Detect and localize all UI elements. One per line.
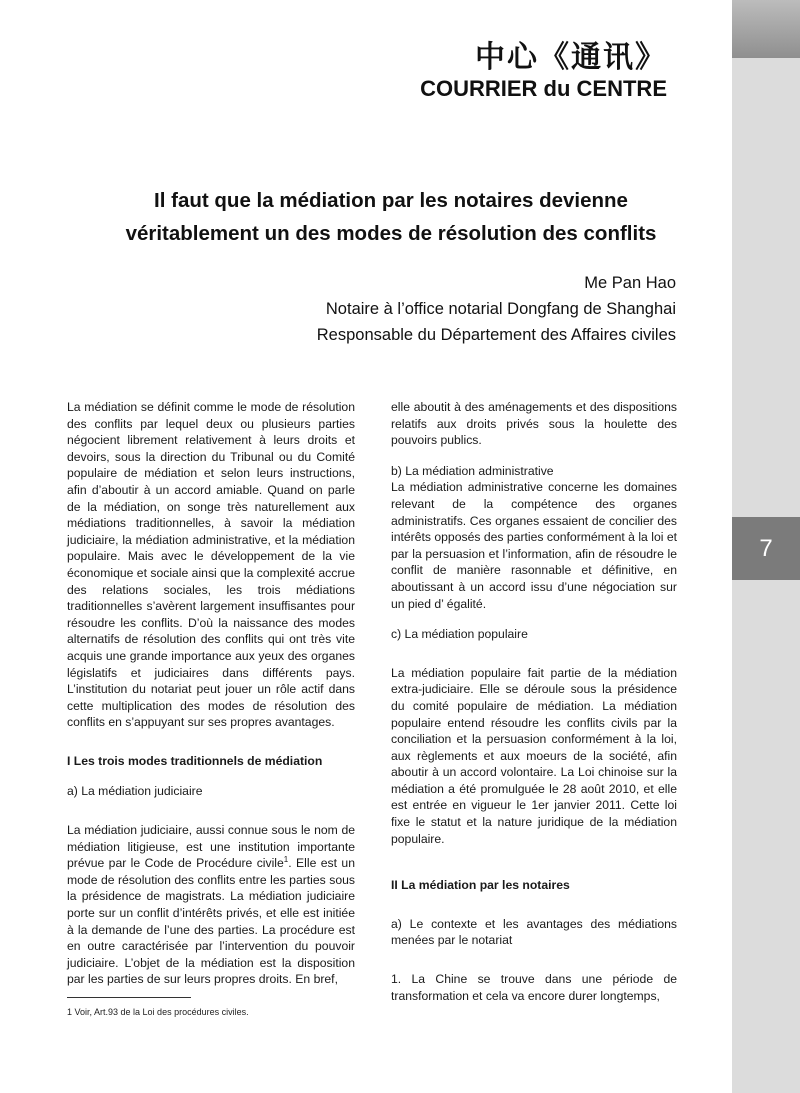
administrative-paragraph: La médiation administrative concerne les domaines relevant de la compétence des organes administratifs. Ces organes essaient de concilier des intérêts opposés des parties conformément à la loi et par la persuasion et l’information, afin de résoudre le conflit de manière rasonnable et définitive, en aboutissant à un accord issu d’une négociation sur un pied d’ égalité. (391, 480, 677, 611)
subsection-2a-heading: a) Le contexte et les avantages des médiations menées par le notariat (391, 916, 677, 948)
french-title: COURRIER du CENTRE (420, 76, 667, 101)
judicial-paragraph (67, 822, 355, 988)
footnote: 1 Voir, Art.93 de la Loi des procédures civiles. (67, 1007, 249, 1017)
popular-paragraph: La médiation populaire fait partie de la médiation extra-judiciaire. Elle se déroule sous la présidence du comité populaire de médiation. La médiation populaire entend résoudre les conflits civils par la conciliation et la persuasion conformément à la loi, aux règlements et aux moeurs de la société, afin aboutir à un accord volontaire. La Loi chinoise sur la médiation a été promulguée le 28 août 2010, et elle est entrée en vigueur le 1er janvier 2011. Cette loi fixe le statut et la nature juridique de la médiation populaire. (391, 665, 677, 846)
footnote-reference: 1 (283, 855, 289, 865)
intro-paragraph: La médiation se définit comme le mode de résolution des conflits par lequel deux ou plusieurs parties négocient librement relativement à leurs droits et devoirs, sous la direction du Tribunal ou du Comité populaire de médiation et selon leurs instructions, afin d’aboutir à un accord amiable. Quand on parle de la médiation, on songe très naturellement aux médiations traditionnelles, à savoir la médiation judiciaire, la médiation administrative, et la médiation populaire. Mais avec le développement de la vie économique et sociale ainsi que la complexité accrue des relations sociales, les trois médiations traditionnelles s’avèrent largement insuffisantes pour résoudre les conflits. D’où la naissance des modes alternatifs de résolution des conflits qui ont très vite acquis une grande importance aux yeux des organes législatifs et judiciaires dans différents pays. L’institution du notariat peut jouer un rôle actif dans cette multiplication des modes de résolution des conflits en s’appuyant sur ses propres avantages. (67, 400, 355, 730)
subsection-a-heading: a) La médiation judiciaire (67, 784, 203, 799)
article-title-line: Il faut que la médiation par les notaires devienne (154, 189, 628, 212)
section-1-heading: I Les trois modes traditionnels de médiation (67, 753, 323, 768)
article-title-line: véritablement un des modes de résolution des conflits (125, 222, 657, 245)
section-2-heading: II La médiation par les notaires (391, 878, 570, 893)
page-number-box (732, 517, 800, 580)
left-column (67, 399, 355, 988)
subsection-c-heading: c) La médiation populaire (391, 627, 528, 642)
side-tab-cap (732, 0, 800, 58)
subsection-b-heading: b) La médiation administrative (391, 463, 554, 478)
judicial-text-part2: . Elle est un mode de résolution des conflits entre les parties sous la présidence de magistrats. La médiation judiciaire porte sur un conflit d’intérêts privés, et elle est initiée à la demande de l’une des parties. La procédure est en outre caractérisée par l’intervention du pouvoir judiciaire. L’objet de la médiation est la disposition par les parties de sur leurs propres droits. En bref, (67, 856, 355, 987)
author-department: Responsable du Département des Affaires civiles (316, 326, 676, 344)
chinese-title: 中心《通讯》 (475, 40, 667, 75)
publication-header (420, 40, 667, 102)
author-role: Notaire à l’office notarial Dongfang de Shanghai (325, 300, 676, 318)
page-number: 7 (759, 534, 773, 562)
judicial-continued-paragraph: elle aboutit à des aménagements et des dispositions relatifs aux droits privés sous la houlette des pouvoirs publics. (391, 400, 677, 448)
point-1-paragraph: 1. La Chine se trouve dans une période de transformation et cela va encore durer longtemps, (391, 972, 677, 1003)
article-title (50, 184, 732, 250)
side-tab-strip (732, 0, 800, 1093)
footnote-divider (67, 997, 191, 998)
right-column (391, 399, 677, 1004)
author-block (317, 270, 676, 348)
judicial-text-part1: La médiation judiciaire, aussi connue sous le nom de médiation litigieuse, est une institution importante prévue par le Code de Procédure civile (67, 823, 355, 871)
author-name: Me Pan Hao (584, 274, 676, 292)
